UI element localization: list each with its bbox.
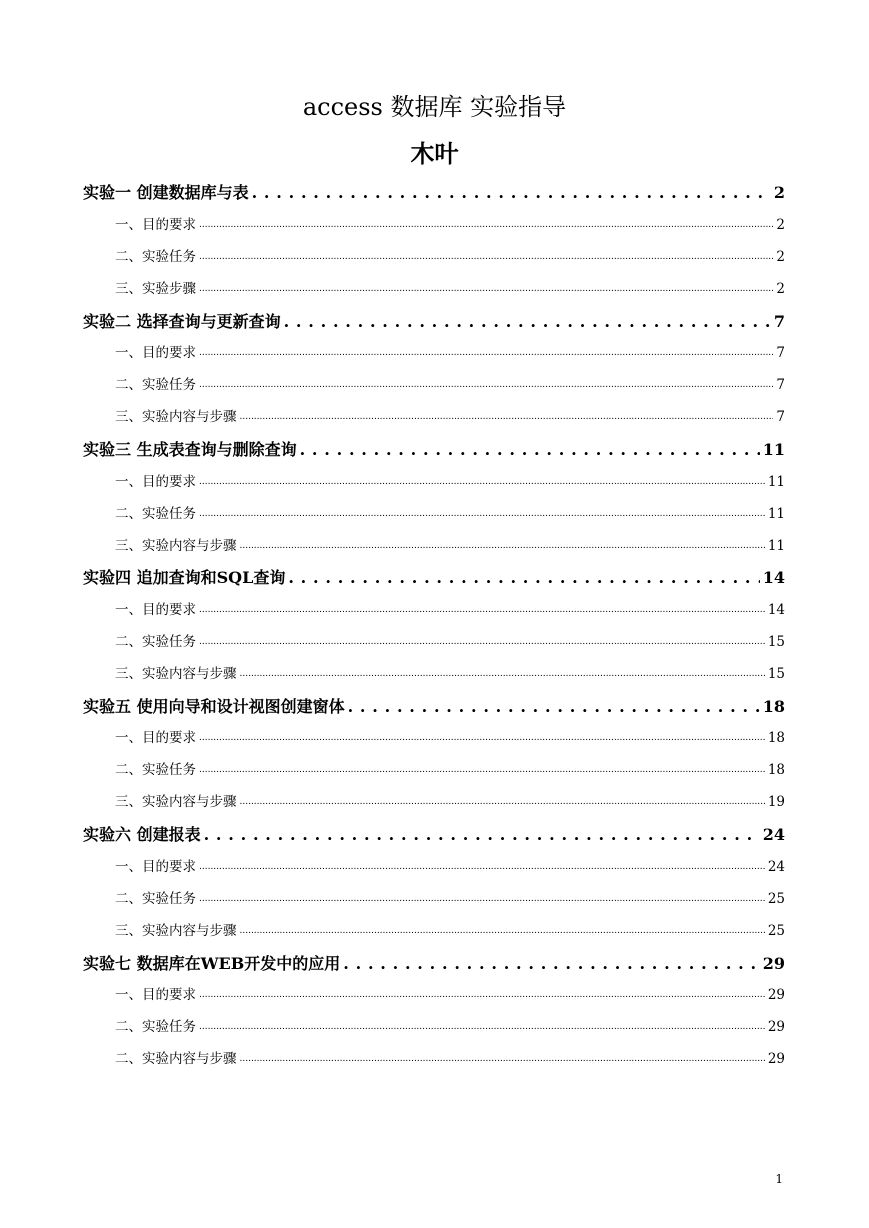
toc-entry-page: 7 (776, 345, 785, 361)
toc-entry-label: 一、目的要求 (115, 859, 196, 875)
toc-entry-page: 14 (762, 568, 785, 587)
toc-entry-section[interactable] (115, 600, 785, 620)
toc-dot-leader (199, 504, 765, 524)
toc-entry-chapter[interactable] (83, 824, 785, 846)
toc-entry-section[interactable] (115, 857, 785, 877)
toc-entry-page: 24 (767, 859, 785, 875)
toc-entry-label: 实验六 创建报表 (83, 825, 201, 844)
toc-entry-section[interactable] (115, 921, 785, 941)
toc-entry-section[interactable] (115, 889, 785, 909)
toc-entry-label: 一、目的要求 (115, 730, 196, 746)
toc-dot-leader (199, 215, 773, 235)
toc-entry-label: 二、实验任务 (115, 249, 196, 265)
toc-entry-chapter[interactable] (83, 311, 785, 333)
toc-entry-label: 一、目的要求 (115, 217, 196, 233)
toc-dot-leader (343, 953, 759, 975)
toc-dot-leader (288, 567, 759, 589)
toc-entry-page: 29 (762, 954, 785, 973)
toc-entry-section[interactable] (115, 407, 785, 427)
toc-dot-leader (199, 728, 765, 748)
toc-entry-section[interactable] (115, 664, 785, 684)
toc-entry-page: 7 (773, 312, 785, 331)
toc-entry-page: 11 (767, 474, 785, 490)
toc-entry-chapter[interactable] (83, 953, 785, 975)
toc-dot-leader (199, 279, 773, 299)
toc-entry-chapter[interactable] (83, 182, 785, 204)
toc-entry-section[interactable] (115, 632, 785, 652)
toc-entry-label: 实验四 追加查询和SQL查询 (83, 568, 286, 587)
toc-entry-section[interactable] (115, 343, 785, 363)
toc-entry-page: 7 (776, 409, 785, 425)
toc-dot-leader (240, 407, 774, 427)
toc-dot-leader (284, 311, 771, 333)
toc-entry-page: 14 (767, 602, 785, 618)
toc-dot-leader (199, 760, 765, 780)
toc-entry-page: 7 (776, 377, 785, 393)
toc-entry-chapter[interactable] (83, 567, 785, 589)
toc-entry-page: 29 (767, 1051, 785, 1067)
toc-dot-leader (240, 536, 765, 556)
toc-entry-label: 实验一 创建数据库与表 (83, 183, 249, 202)
toc-dot-leader (240, 664, 765, 684)
toc-dot-leader (252, 182, 771, 204)
toc-entry-label: 实验五 使用向导和设计视图创建窗体 (83, 697, 345, 716)
toc-entry-section[interactable] (115, 985, 785, 1005)
toc-entry-page: 11 (762, 440, 785, 459)
toc-entry-section[interactable] (115, 279, 785, 299)
toc-entry-page: 25 (767, 923, 785, 939)
toc-entry-label: 二、实验任务 (115, 634, 196, 650)
toc-dot-leader (240, 1049, 765, 1069)
toc-entry-section[interactable] (115, 504, 785, 524)
toc-dot-leader (199, 600, 765, 620)
toc-dot-leader (348, 696, 760, 718)
toc-dot-leader (199, 375, 773, 395)
toc-entry-page: 18 (767, 730, 785, 746)
toc-entry-label: 实验三 生成表查询与删除查询 (83, 440, 297, 459)
toc-dot-leader (199, 632, 765, 652)
toc-entry-page: 2 (776, 249, 785, 265)
toc-entry-page: 2 (773, 183, 785, 202)
toc-entry-section[interactable] (115, 1049, 785, 1069)
toc-dot-leader (199, 472, 765, 492)
toc-entry-page: 29 (767, 987, 785, 1003)
toc-entry-page: 2 (776, 217, 785, 233)
toc-entry-label: 三、实验内容与步骤 (115, 794, 237, 810)
toc-entry-section[interactable] (115, 792, 785, 812)
toc-dot-leader (199, 1017, 765, 1037)
toc-entry-label: 二、实验任务 (115, 377, 196, 393)
toc-dot-leader (199, 857, 765, 877)
toc-dot-leader (240, 792, 765, 812)
toc-entry-label: 三、实验内容与步骤 (115, 409, 237, 425)
toc-dot-leader (240, 921, 765, 941)
toc-dot-leader (199, 247, 773, 267)
toc-entry-label: 一、目的要求 (115, 345, 196, 361)
toc-entry-page: 15 (767, 634, 785, 650)
toc-entry-label: 一、目的要求 (115, 474, 196, 490)
toc-entry-page: 11 (767, 538, 785, 554)
toc-dot-leader (199, 985, 765, 1005)
toc-entry-page: 11 (767, 506, 785, 522)
toc-entry-section[interactable] (115, 247, 785, 267)
toc-entry-label: 三、实验步骤 (115, 281, 196, 297)
document-author: 木叶 (410, 139, 459, 168)
toc-entry-section[interactable] (115, 760, 785, 780)
toc-entry-page: 18 (762, 697, 785, 716)
toc-entry-label: 实验二 选择查询与更新查询 (83, 312, 281, 331)
toc-entry-chapter[interactable] (83, 696, 785, 718)
toc-entry-label: 三、实验内容与步骤 (115, 666, 237, 682)
toc-entry-label: 二、实验任务 (115, 762, 196, 778)
toc-entry-section[interactable] (115, 215, 785, 235)
toc-entry-section[interactable] (115, 472, 785, 492)
toc-entry-label: 一、目的要求 (115, 987, 196, 1003)
toc-entry-page: 15 (767, 666, 785, 682)
page-number: 1 (775, 1172, 783, 1186)
toc-entry-chapter[interactable] (83, 439, 785, 461)
toc-entry-label: 一、目的要求 (115, 602, 196, 618)
toc-entry-section[interactable] (115, 728, 785, 748)
toc-dot-leader (300, 439, 760, 461)
toc-entry-page: 25 (767, 891, 785, 907)
toc-entry-label: 二、实验任务 (115, 506, 196, 522)
document-title: access 数据库 实验指导 (302, 93, 567, 121)
toc-entry-page: 19 (767, 794, 785, 810)
toc-entry-label: 二、实验内容与步骤 (115, 1051, 237, 1067)
toc-entry-page: 29 (767, 1019, 785, 1035)
toc-entry-label: 二、实验任务 (115, 891, 196, 907)
toc-entry-page: 24 (762, 825, 785, 844)
toc-entry-label: 三、实验内容与步骤 (115, 538, 237, 554)
toc-dot-leader (199, 343, 773, 363)
toc-dot-leader (199, 889, 765, 909)
toc-entry-label: 二、实验任务 (115, 1019, 196, 1035)
toc-entry-section[interactable] (115, 536, 785, 556)
toc-entry-label: 实验七 数据库在WEB开发中的应用 (83, 954, 341, 973)
toc-entry-label: 三、实验内容与步骤 (115, 923, 237, 939)
toc-entry-page: 2 (776, 281, 785, 297)
toc-entry-section[interactable] (115, 375, 785, 395)
toc-dot-leader (204, 824, 760, 846)
toc-entry-page: 18 (767, 762, 785, 778)
toc-entry-section[interactable] (115, 1017, 785, 1037)
